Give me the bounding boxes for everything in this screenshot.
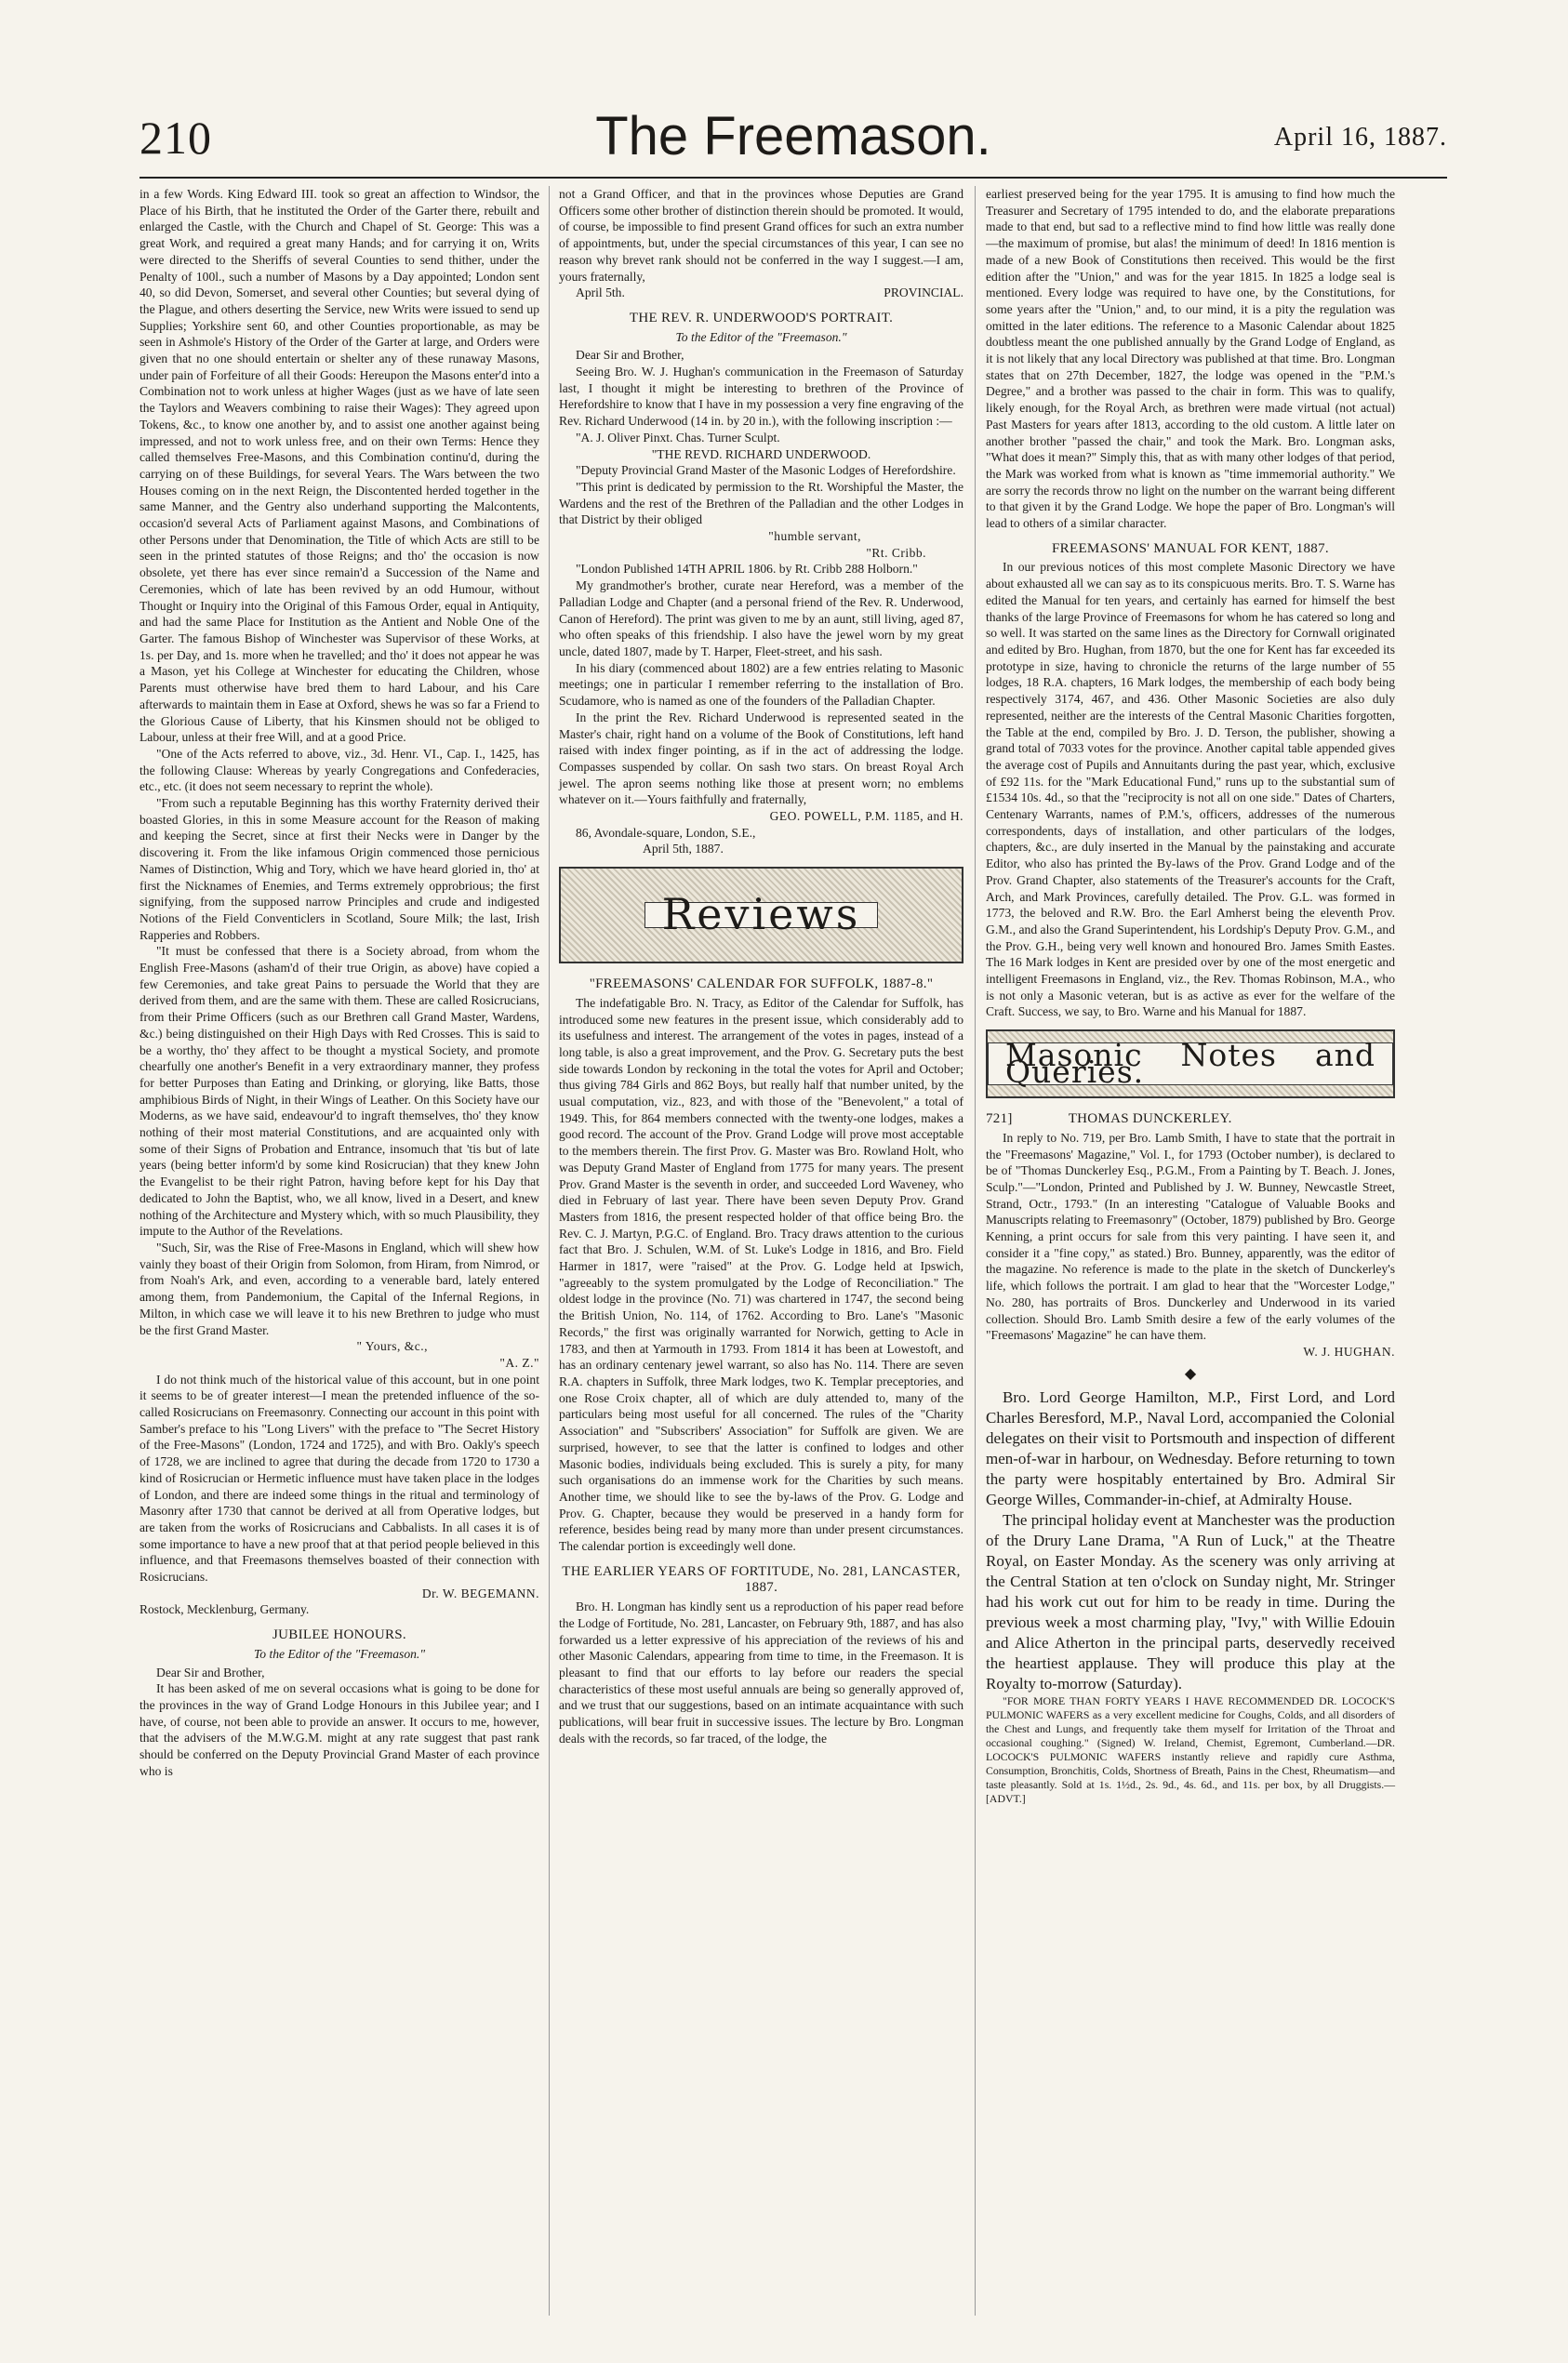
article-paragraph: "Such, Sir, was the Rise of Free-Masons in England, which will shew how vainly they boast of their Origin from Solomon, from Hiram, from Nimrod, or from Noah's Ark, and even, according to a venerable bard, lately entered among them, from Pandemonium, the Capital of the Infernal Regions, in Milton, in which case we will leave it to his new Brethren to judge who must be the first Grand Master. xyxy=(140,1241,539,1337)
signature: PROVINCIAL. xyxy=(884,285,963,300)
dateline-row xyxy=(559,285,963,301)
reviews-banner xyxy=(559,867,963,963)
query-number: 721] xyxy=(986,1111,1013,1127)
column-divider xyxy=(549,186,550,2316)
inscription-line: "A. J. Oliver Pinxt. Chas. Turner Sculpt. xyxy=(576,430,780,445)
article-paragraph: In his diary (commenced about 1802) are a few entries relating to Masonic meetings; one in particular I remember referring to the installation of Bro. Scudamore, who is named as one of the founders of the Palladian Chapter. xyxy=(559,660,963,709)
inscription-line: "humble servant, xyxy=(768,529,861,544)
page-number: 210 xyxy=(140,112,212,164)
news-paragraph: The principal holiday event at Manchester was the production of the Drury Lane Drama, "A Run of Luck," at the Theatre Royal, on Easter Monday. As the scenery was only arriving at the Central Station at ten o'clock on Sunday night, Mr. Stringer had his work cut out for him to be ready in time. During the previous week a most charming play, "Ivy," with Willie Edouin and Alice Atherton in the principal parts, deservedly received the heartiest applause. They will produce this play at the Royalty to-morrow (Saturday). xyxy=(986,1511,1395,1693)
inscription-line: "THE REVD. RICHARD UNDERWOOD. xyxy=(651,446,871,461)
article-paragraph: Seeing Bro. W. J. Hughan's communication in the Freemason of Saturday last, I thought it might be interesting to brethren of the Province of Herefordshire to know that I have in my possession a very fine engraving of the Rev. Richard Underwood (14 in. by 20 in.), with the following inscription :— xyxy=(559,365,963,429)
article-paragraph: "It must be confessed that there is a Society abroad, from whom the English Free-Masons (asham'd of their true Origin, as above) have copied a few Ceremonies, and take great Pains to persuade the World that they are derived from them, and are the same with them. These are called Rosicrucians, from their Prime Officers (such as our Brethren call Grand Master, Wardens, &c.) being distinguished on their High Days with Red Crosses. This is said to be a worthy, tho' they affect to be thought a mystical Society, and promote chearfully one another's Benefit in a very extraordinary manner, they profess for better Purposes than Eating and Drinking, or glorying, like Batts, those amphibious Birds of Night, in their Wings of Leather. On this Society have our Moderns, as we have said, endeavour'd to ingraft themselves, tho' they know nothing of their most material Constitutions, and are acquainted only with some of their Signs of Probation and Entrance, insomuch that 'tis but of late years (being better inform'd by some kind Rosicrucian) that they knew John the Evangelist to be their right Patron, having before kept for his Day that dedicated to John the Baptist, who, we all know, lived in a Desert, and knew nothing of the Architecture and Mystery which, with so much Plausibility, they impute to the Author of the Revelations. xyxy=(140,944,539,1239)
ornament-divider: ◆ xyxy=(1184,1365,1197,1382)
section-subheading: To the Editor of the "Freemason." xyxy=(675,329,847,344)
section-heading xyxy=(986,1111,1395,1128)
inscription-line: "London Published 14TH APRIL 1806. by Rt. Cribb 288 Holborn." xyxy=(576,562,918,577)
banner-title: Masonic Notes and Queries. xyxy=(988,1042,1393,1084)
article-paragraph: My grandmother's brother, curate near Hereford, was a member of the Palladian Lodge and Chapter (and a personal friend of the Rev. R. Underwood, Canon of Hereford). The print was given to me by an aunt, still living, aged 87, who often speaks of this friendship. I also have the jewel worn by my great uncle, dated 1807, made by T. Harper, Fleet-street, and his sash. xyxy=(559,578,963,658)
news-paragraph: Bro. Lord George Hamilton, M.P., First Lord, and Lord Charles Beresford, M.P., Naval Lord, accompanied the Colonial delegates on their visit to Portsmouth and inspection of different men-of-war in harbour, on Wednesday. Before returning to town the party were hospitably entertained by Bro. Admiral Sir George Willes, Commander-in-chief, at Admiralty House. xyxy=(986,1388,1395,1509)
column-divider xyxy=(975,186,976,2316)
column-1 xyxy=(140,186,539,1780)
column-2 xyxy=(559,186,963,1746)
address-line: April 5th, 1887. xyxy=(643,842,724,856)
signature: "A. Z." xyxy=(499,1355,539,1370)
article-paragraph: In the print the Rev. Richard Underwood is represented seated in the Master's chair, right hand on a volume of the Book of Constitutions, left hand raised with index finger pointing, as if in the act of addressing the lodge. Compasses suspended by collar. On sash two stars. On breast Royal Arch jewel. The apron seems nothing like those at present worn; no emblems whatever on it.—Yours faithfully and fraternally, xyxy=(559,710,963,807)
page-header xyxy=(140,106,1447,175)
article-paragraph: "One of the Acts referred to above, viz., 3d. Henr. VI., Cap. I., 1425, has the following Clause: Whereas by yearly Congregations and Confederacies, etc., etc. (it does not seem necessary to reprint the whole). xyxy=(140,746,539,794)
salutation: Dear Sir and Brother, xyxy=(156,1665,265,1679)
column-3 xyxy=(986,186,1395,1806)
inscription-line: "Rt. Cribb. xyxy=(866,545,926,560)
advertisement: "FOR MORE THAN FORTY YEARS I HAVE RECOMMENDED DR. LOCOCK'S PULMONIC WAFERS as a very excellent medicine for Coughs, Colds, and all disorders of the Chest and Lungs, and frequently take them myself for Irritation of the Throat and occasional coughing." (Signed) W. Ireland, Chemist, Egremont, Cumberland.—DR. LOCOCK'S PULMONIC WAFERS instantly relieve and rapidly cure Asthma, Consumption, Bronchitis, Colds, Shortness of Breath, Pains in the Chest, Rheumatism—and taste pleasantly. Sold at 1s. 1½d., 2s. 9d., 4s. 6d., and 11s. per box, by all Druggists.—[ADVT.] xyxy=(986,1694,1395,1806)
section-heading: FREEMASONS' MANUAL FOR KENT, 1887. xyxy=(1052,540,1329,556)
article-paragraph: In reply to No. 719, per Bro. Lamb Smith, I have to state that the portrait in the "Freemasons' Magazine," Vol. I., for 1793 (October number), is declared to be of "Thomas Dunckerley Esq., P.G.M., From a Painting by T. Beach. J. Jones, Sculp."—"London, Printed and Published by J. W. Bunney, Newcastle Street, Strand, Octr., 1793." (In an interesting "Catalogue of Valuable Books and Manuscripts relating to Freemasonry" (October, 1879) published by Bro. George Kenning, a print occurs for sale from this very painting. I have seen it, and consider it a "fine copy," as stated.) Bro. Bunney, apparently, was the editor of the magazine. No reference is made to the plate in the sketch of Dunckerley's life, which follows the portrait. I am glad to hear that the "Worcester Lodge," No. 280, has portraits of Bros. Dunckerley and Underwood in its varied collection. Should Bro. Lamb Smith desire a few of the early volumes of the "Freemasons' Magazine" he can have them. xyxy=(986,1130,1395,1343)
section-heading: "FREEMASONS' CALENDAR FOR SUFFOLK, 1887-8." xyxy=(589,976,934,992)
signature: GEO. POWELL, P.M. 1185, and H. xyxy=(769,809,963,824)
header-rule xyxy=(140,177,1447,179)
article-paragraph: earliest preserved being for the year 1795. It is amusing to find how much the Treasurer and Secretary of 1795 intended to do, and the elaborate preparations made to that end, but sad to a reflective mind to find how little was really done—the maximum of promise, but alas! the minimum of deed! In 1816 mention is made of a new Book of Constitutions then received. This would be the first edition after the "Union," and was for the year 1815. In 1825 a lodge seal is mentioned. Every lodge was required to have one, by the Constitutions, for some years after the "Union," and, to our mind, it is a pity the regulation was omitted in the later editions. The reference to a Masonic Calendar about 1825 doubtless meant the one published annually by the Grand Lodge of England, as it is not likely that any local Directory was published at that time. Bro. Longman states that on 27th December, 1827, the lodge was opened in the "P.M.'s Degree," and a brother was passed to the chair in form. This was to qualify, likely enough, for the Royal Arch, as brethren were made virtual (not actual) Past Masters for years after 1813, according to the old custom. A little later on another brother "passed the chair," and took the Mark. Bro. Longman asks, "What does it mean?" Simply this, that as with many other lodges of that period, the Mark was worked from what is known as "time immemorial authority." We are sorry the records throw no light on the number on the warrant being different to that given it by the Grand Lodge. We hope the paper of Bro. Longman's will lead to others of a similar character. xyxy=(986,187,1395,531)
inscription-line: "This print is dedicated by permission to the Rt. Worshipful the Master, the Wardens and the rest of the Brethren of the Palladian and the other Lodges in that District by their obliged xyxy=(559,479,963,527)
article-paragraph: in a few Words. King Edward III. took so great an affection to Windsor, the Place of his Birth, that he instituted the Order of the Garter there, rebuilt and enlarged the Castle, with the Church and Chapel of St. George: This was a great Work, and required a great many Hands; and for carrying it on, Writs were directed to the Sheriffs of several Counties to send thither, under the Penalty of 100l., such a number of Masons by a Day appointed; London sent 40, so did Devon, Somerset, and several other Counties; but several dying of the Plague, and others deserting the Service, new Writs were issued to send up Supplies; Yorkshire sent 60, and other Counties proportionable, as may be seen in Ashmole's History of the Order of the Garter at large, and Orders were given that no one should entertain or shelter any of these runaway Masons, under pain of Forfeiture of all their Goods: Hereupon the Masons enter'd into a Combination not to work unless at higher Wages (just as we have of late seen the Taylors and Weavers combining to raise their Wages): They agreed upon Tokens, &c., to know one another by, and to assist one another against being impressed, and not to work unless free, and on their own Terms: Hence they called themselves Free-Masons, and this Combination continu'd, during the carrying on of these Buildings, for several Years. The Wars between the two Houses coming on in the next Reign, the Discontented herded together in the same Manner, and the Gentry also underhand supporting the Malcontents, occasion'd several Acts of Parliament against Masons, and Combinations of other Persons under that Denomination, the Title of which Acts are still to be seen in the printed statutes of those Reigns; and tho' the occasion is now obsolete, yet there has ever since remain'd a Succession of the Name and Ceremonies, which of late has been revived by an odd Humour, without Thought or Inquiry into the Original of this Famous Order, equal in Antiquity, and had the same Place for Institution as the Antient and Noble One of the Garter. The famous Bishop of Winchester was Supervisor of these Works, at 1s. per Day, and 1s. more when he travelled; and tho' it does not appear he was a Mason, yet his College at Winchester for educating the Children, whose Parents must otherwise have bred them to hard Labour, and his Care afterwards to maintain them in Ease at Oxford, shews he was so far a Friend to the Glorious Cause of Liberty, that his Kinsmen should not be obliged to Labour, unless at their free Will, and at a good Price. xyxy=(140,187,539,745)
section-heading: THE EARLIER YEARS OF FORTITUDE, No. 281, LANCASTER, 1887. xyxy=(562,1563,961,1596)
article-paragraph: The indefatigable Bro. N. Tracy, as Editor of the Calendar for Suffolk, has introduced some new features in the present issue, which considerably add to its usefulness and interest. The arrangement of the votes in pages, instead of a long table, is also a great improvement, and the Prov. G. Secretary puts the best side towards London by reckoning in the total the votes for April and October; thus giving 784 Girls and 862 Boys, but really half that number united, by the usual computation, viz., 823, and with those of the "Benevolent," a total of 1949. This, for 864 members connected with the twenty-one lodges, makes a good record. The account of the Prov. Grand Lodge will prove most acceptable to the members therein. The first Prov. G. Master was Bro. Rowland Holt, who was Deputy Grand Master of England from 1775 for many years. The present Prov. Grand Master is the seventh in order, and succeeded Lord Waveney, who died in February of last year. There have been seven Deputy Prov. Grand Masters from 1816, the present respected holder of that office being Bro. the Rev. C. J. Martyn, P.G.C. of England. Bro. Tracy draws attention to the curious fact that Bro. J. Schulen, W.M. of St. Luke's Lodge in 1816, and Bro. Field Harmer in 1817, were "raised" at the Prov. G. Lodge held at Ipswich, "agreeably to the system promulgated by the Lodge of Reconciliation." The oldest lodge in the province (No. 71) was chartered in 1747, the second being the British Union, No. 114, of 1762. According to Bro. Lane's "Masonic Records," the first was originally warranted for Norwich, getting to Acle in 1783, and then at Yarmouth in 1793. From 1814 it has been at Lowestoft, and has an ordinary centenary jewel warrant, so also has No. 114. There are seven R.A. chapters in Suffolk, three Mark lodges, two K. Templar preceptories, and one Rose Croix chapter, all of which are duly attended to, many of the particulars being most useful for all concerned. The rules of the "Charity Association" and "Subscribers' Association" for Suffolk are given. We are surprised, however, to see that the latter is confined to lodges and other Masonic bodies, individuals being excluded. This is surely a pity, for many such organisations do an immense work for the Charities by such means. Another time, we should like to see the by-laws of the Prov. G. Lodge and Prov. G. Chapter, because they would be preserved in a handy form for reference, besides being read by many more than under present circumstances. The calendar portion is exceedingly well done. xyxy=(559,995,963,1554)
issue-date: April 16, 1887. xyxy=(1273,123,1447,152)
article-paragraph: In our previous notices of this most complete Masonic Directory we have about exhausted all we can say as to its conspicuous merits. Bro. T. S. Warne has edited the Manual for ten years, and certainly has earned for himself the best thanks of the large Province of Freemasons for whom he has catered so long and so well. It was started on the same lines as the Directory for Cornwall originated and edited by Bro. Hughan, from 1870, but the one for Kent has far exceeded its prototype in size, having to chronicle the returns of the large number of 55 lodges, 18 R.A. chapters, 16 Mark lodges, the membership of each body being respectively 3174, 467, and 436. Other Masonic Societies are also duly represented, neither are the interests of the Central Masonic Charities forgotten, the Table at the end, compiled by Bro. J. D. Terson, the publisher, showing a grand total of 7033 votes for the province. Another capital table appended gives the average cost of Pupils and Annuitants during the past year, which, exclusive of £92 11s. for the "Mark Educational Fund," runs up to the substantial sum of £1534 10s. 4d., so that the "reciprocity is not all on one side." Dates of Charters, Centenary Warrants, names of P.M.'s, officers, addresses of the numerous correspondents, days of installation, and other particulars of the lodges, chapters, &c., are duly inserted in the Manual by the painstaking and accurate Editor, who also has printed the By-laws of the Prov. Grand Lodge and of the Prov. Grand Chapter, also statements of the Treasurer's accounts for the Craft, Arch, and Mark Provinces, carefully detailed. The Prov. G.L. was formed in 1773, the beloved and R.W. Bro. the Earl Amherst being the eleventh Prov. G.M., and also the Grand Superintendent, his Lordship's Deputy Prov. G.M., and the Prov. G.H., being very well known and honoured Bro. James Smith Eastes. The 16 Mark lodges in Kent are presided over by one of the most energetic and intelligent Freemasons in England, viz., the Rev. Thomas Robinson, M.A., who is not only a Masonic veteran, but is as active as ever for the welfare of the Craft. Success, we say, to Bro. Warne and his Manual for 1887. xyxy=(986,560,1395,1019)
article-paragraph: It has been asked of me on several occasions what is going to be done for the provinces in the way of Grand Lodge Honours in this Jubilee year; and I have, of course, not been able to provide an answer. It occurs to me, however, that the advisers of the M.W.G.M. might at any rate suggest that past rank should be conferred on the Deputy Provincial Grand Master of each province who is xyxy=(140,1681,539,1778)
article-paragraph: "From such a reputable Beginning has this worthy Fraternity derived their boasted Glories, in this in some Measure account for the Reason of making and keeping the Secret, since at first their Necks were in Danger by the discovering it. From the like infamous Origin commenced those pernicious Names of Distinction, Whig and Tory, which we have heard gloried in, tho' at first the Nicknames of Enemies, and Terms extremely opprobrious; the first signifying, from the supposed narrow Principles and crude and indigested Notions of the Field Conventiclers in Scotland, Soure Milk; the last, Irish Rapperies and Robbers. xyxy=(140,796,539,942)
place-line: Rostock, Mecklenburg, Germany. xyxy=(140,1602,310,1617)
salutation: Dear Sir and Brother, xyxy=(576,348,684,363)
section-heading: JUBILEE HONOURS. xyxy=(272,1627,406,1643)
query-title: THOMAS DUNCKERLEY. xyxy=(1068,1111,1232,1127)
article-paragraph: not a Grand Officer, and that in the provinces whose Deputies are Grand Officers some other brother of distinction therein should be promoted. It would, of course, be impossible to find present Grand offices for such an extra number of appointments, but, under the special circumstances of this year, I can see no reason why brevet rank should not be conferred in the way I suggest.—I am, yours fraternally, xyxy=(559,187,963,284)
article-paragraph: Bro. H. Longman has kindly sent us a reproduction of his paper read before the Lodge of Fortitude, No. 281, Lancaster, on February 9th, 1887, and has also forwarded us a letter expressive of his appreciation of the reviews of his and other Masonic Calendars, appearing from time to time, in the Freemason. It is pleasant to find that our efforts to lay before our readers the special characteristics of these most useful annuals are being so generally approved of, and we trust that our suggestions, based on an intimate acquaintance with such publications, will bear fruit in successive issues. The lecture by Bro. Longman deals with the records, so far traced, of the lodge, the xyxy=(559,1600,963,1746)
address-line: 86, Avondale-square, London, S.E., xyxy=(576,825,756,840)
notes-queries-banner xyxy=(986,1029,1395,1098)
section-heading: THE REV. R. UNDERWOOD'S PORTRAIT. xyxy=(629,310,894,325)
signature: W. J. HUGHAN. xyxy=(1303,1345,1395,1359)
inscription-line: "Deputy Provincial Grand Master of the Masonic Lodges of Herefordshire. xyxy=(576,463,956,478)
closing-line: " Yours, &c., xyxy=(356,1339,428,1354)
date-line: April 5th. xyxy=(576,285,625,300)
signature: Dr. W. BEGEMANN. xyxy=(421,1586,539,1600)
masthead-title: The Freemason. xyxy=(595,106,991,166)
article-paragraph: I do not think much of the historical value of this account, but in one point it seems to be of greater interest—I mean the pretended influence of the so-called Rosicrucians on Freemasonry. Connecting our account in this point with Samber's preface to his "Long Livers" with the preface to "The Secret History of the Free-Masons" (London, 1724 and 1725), and with Bro. Oakly's speech of 1728, we are inclined to agree that during the decade from 1720 to 1730 a kind of Rosicrucian or Hermetic influence must have taken place in the lodges of London, and there are indeed some things in the ritual and terminology of Masonry after 1730 that cannot be derived at all from Operative lodges, but are taken from the works of Rosicrucians and Cabbalists. In all cases it is of some importance to have a new proof that at that period people believed in this influence, and that Freemasons themselves boasted of their connection with Rosicrucians. xyxy=(140,1372,539,1585)
section-subheading: To the Editor of the "Freemason." xyxy=(253,1646,426,1661)
banner-title: Reviews xyxy=(644,902,879,928)
